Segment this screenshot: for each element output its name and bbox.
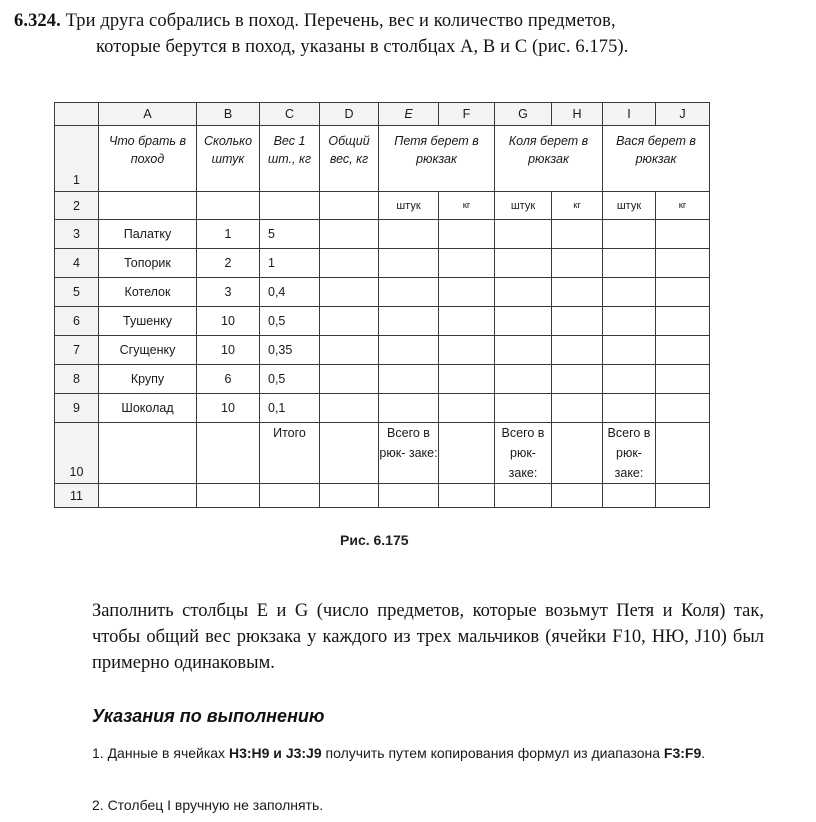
cell (439, 336, 495, 365)
item-weight: 1 (260, 249, 320, 278)
instruction-item-1 (92, 742, 762, 764)
unit-kg: кг (656, 192, 710, 220)
header-petya: Петя берет в рюкзак (379, 126, 495, 192)
item-name: Котелок (99, 278, 197, 307)
cell (439, 220, 495, 249)
col-header-j: J (656, 103, 710, 126)
table-row (55, 365, 710, 394)
backpack-total-vasya: Всего в рюк- заке: (603, 423, 656, 484)
item-weight: 0,1 (260, 394, 320, 423)
cell (320, 394, 379, 423)
cell (495, 484, 552, 508)
cell (379, 249, 439, 278)
cell (99, 192, 197, 220)
item-name: Крупу (99, 365, 197, 394)
header-kolya: Коля берет в рюкзак (495, 126, 603, 192)
cell (379, 484, 439, 508)
row-header-1: 1 (55, 126, 99, 192)
cell (439, 484, 495, 508)
col-header-c: C (260, 103, 320, 126)
cell (99, 484, 197, 508)
cell (439, 307, 495, 336)
cell (656, 249, 710, 278)
unit-kg: кг (552, 192, 603, 220)
header-unit-weight: Вес 1 шт., кг (260, 126, 320, 192)
table-row (55, 423, 710, 484)
cell (603, 365, 656, 394)
col-header-g: G (495, 103, 552, 126)
header-count: Сколько штук (197, 126, 260, 192)
cell (552, 307, 603, 336)
cell (603, 307, 656, 336)
item-count: 10 (197, 336, 260, 365)
cell (552, 278, 603, 307)
cell (320, 278, 379, 307)
backpack-total-petya: Всего в рюк- заке: (379, 423, 439, 484)
cell (495, 394, 552, 423)
problem-number: 6.324. (14, 11, 61, 31)
row-header-2: 2 (55, 192, 99, 220)
cell (379, 365, 439, 394)
cell (99, 423, 197, 484)
cell (260, 484, 320, 508)
item-name: Сгущенку (99, 336, 197, 365)
item-weight: 0,5 (260, 365, 320, 394)
instruction-item-2: 2. Столбец I вручную не заполнять. (92, 797, 324, 813)
cell-j10 (656, 423, 710, 484)
cell (603, 249, 656, 278)
item-weight: 5 (260, 220, 320, 249)
item-count: 3 (197, 278, 260, 307)
cell-range: H3:H9 (228, 745, 270, 761)
corner-cell (55, 103, 99, 126)
col-header-i: I (603, 103, 656, 126)
unit-pieces: штук (603, 192, 656, 220)
item-count: 6 (197, 365, 260, 394)
cell (495, 220, 552, 249)
cell (552, 249, 603, 278)
item-count: 1 (197, 220, 260, 249)
unit-pieces: штук (379, 192, 439, 220)
row-header-4: 4 (55, 249, 99, 278)
problem-text-line2: которые берутся в поход, указаны в столбцах А, В и С (рис. 6.175). (96, 37, 629, 57)
cell (495, 336, 552, 365)
row-header-7: 7 (55, 336, 99, 365)
cell (320, 307, 379, 336)
col-header-h: H (552, 103, 603, 126)
problem-statement (14, 8, 804, 60)
table-row (55, 126, 710, 192)
row-header-6: 6 (55, 307, 99, 336)
cell (656, 220, 710, 249)
col-header-e: E (379, 103, 439, 126)
unit-kg: кг (439, 192, 495, 220)
cell (379, 278, 439, 307)
item-count: 2 (197, 249, 260, 278)
cell (320, 484, 379, 508)
cell (320, 220, 379, 249)
unit-pieces: штук (495, 192, 552, 220)
cell (656, 307, 710, 336)
cell (320, 423, 379, 484)
table-row (55, 249, 710, 278)
col-header-d: D (320, 103, 379, 126)
col-header-a: A (99, 103, 197, 126)
item-weight: 0,35 (260, 336, 320, 365)
cell (320, 336, 379, 365)
cell (439, 394, 495, 423)
table-row (55, 394, 710, 423)
item-count: 10 (197, 307, 260, 336)
item-name: Тушенку (99, 307, 197, 336)
cell (603, 394, 656, 423)
cell (495, 365, 552, 394)
cell (379, 394, 439, 423)
cell (495, 307, 552, 336)
backpack-total-kolya: Всего в рюк- заке: (495, 423, 552, 484)
instruction-text: получить путем копирования формул из диапазона (321, 745, 664, 761)
table-row (55, 336, 710, 365)
cell (656, 484, 710, 508)
row-header-9: 9 (55, 394, 99, 423)
cell-range: J3:J9 (285, 745, 322, 761)
cell (197, 484, 260, 508)
table-row (55, 220, 710, 249)
instruction-text: . (701, 745, 706, 761)
cell (379, 336, 439, 365)
header-total-weight: Общий вес, кг (320, 126, 379, 192)
item-name: Шоколад (99, 394, 197, 423)
row-header-10: 10 (55, 423, 99, 484)
cell (656, 365, 710, 394)
header-vasya: Вася берет в рюкзак (603, 126, 710, 192)
table-row (55, 192, 710, 220)
cell-range: F3:F9 (663, 745, 702, 761)
column-header-row (55, 103, 710, 126)
cell (379, 307, 439, 336)
cell (197, 423, 260, 484)
cell (552, 394, 603, 423)
cell (552, 365, 603, 394)
cell (552, 336, 603, 365)
task-text: Заполнить столбцы Е и G (число предметов, которые возьмут Петя и Коля) так, чтобы общий вес рюкзака у каждого из трех мальчиков (ячейки F10, НЮ, J10) был примерно одинаковым. (92, 601, 764, 673)
header-what-to-take: Что брать в поход (99, 126, 197, 192)
cell (603, 336, 656, 365)
col-header-f: F (439, 103, 495, 126)
cell (320, 365, 379, 394)
item-weight: 0,4 (260, 278, 320, 307)
cell (603, 220, 656, 249)
problem-text-line1: Три друга собрались в поход. Перечень, вес и количество предметов, (65, 11, 616, 31)
item-name: Топорик (99, 249, 197, 278)
row-header-11: 11 (55, 484, 99, 508)
cell (439, 278, 495, 307)
cell (320, 249, 379, 278)
cell (603, 278, 656, 307)
cell (603, 484, 656, 508)
cell (379, 220, 439, 249)
table-row (55, 307, 710, 336)
cell-h10 (552, 423, 603, 484)
item-name: Палатку (99, 220, 197, 249)
instructions-heading: Указания по выполнению (92, 706, 325, 726)
cell (552, 484, 603, 508)
instruction-conjunction: и (269, 745, 286, 761)
cell (495, 278, 552, 307)
cell (439, 249, 495, 278)
cell (320, 192, 379, 220)
figure-caption: Рис. 6.175 (340, 532, 409, 548)
instruction-text: 1. Данные в ячейках (92, 745, 229, 761)
cell (656, 278, 710, 307)
cell (656, 394, 710, 423)
cell (197, 192, 260, 220)
cell (552, 220, 603, 249)
cell (439, 365, 495, 394)
row-header-8: 8 (55, 365, 99, 394)
table-row (55, 484, 710, 508)
row-header-3: 3 (55, 220, 99, 249)
row-header-5: 5 (55, 278, 99, 307)
item-weight: 0,5 (260, 307, 320, 336)
item-count: 10 (197, 394, 260, 423)
cell-f10 (439, 423, 495, 484)
cell (495, 249, 552, 278)
cell (656, 336, 710, 365)
table-row (55, 278, 710, 307)
cell (260, 192, 320, 220)
col-header-b: B (197, 103, 260, 126)
total-label: Итого (260, 423, 320, 484)
spreadsheet-figure (54, 102, 710, 508)
